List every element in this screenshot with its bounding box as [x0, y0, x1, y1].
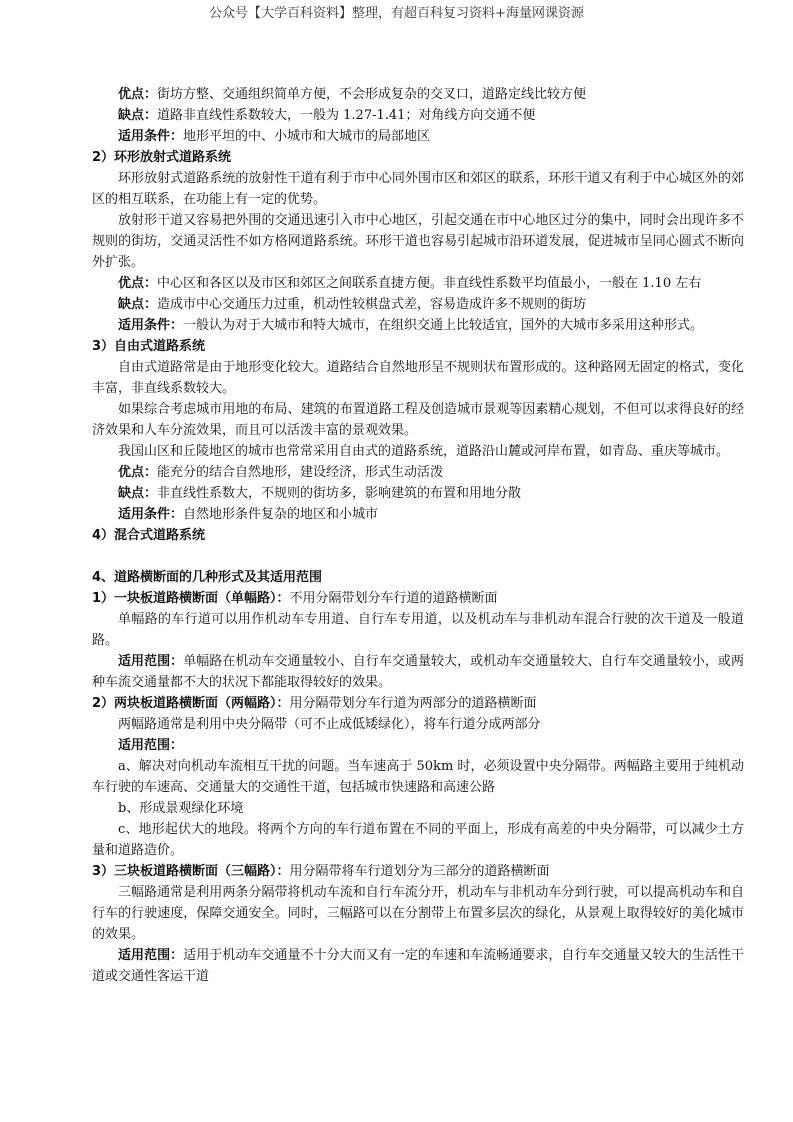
two-board-item-b: b、形成景观绿化环境: [118, 801, 244, 816]
document-body: [92, 84, 744, 987]
one-board-definition: 不用分隔带划分车行道的道路横断面: [289, 591, 498, 606]
page-header: 公众号【大学百科资料】整理，有超百科复习资料+海量网课资源: [209, 6, 584, 21]
three-board-title-line: [92, 861, 744, 882]
pros-text: 能充分的结合自然地形，建设经济，形式生动活泼: [157, 465, 444, 480]
section4-heading: 4、道路横断面的几种形式及其适用范围: [92, 570, 323, 585]
scope-text: 适用于机动车交通量不十分大而又有一定的车速和车流畅通要求，自行车交通量又较大的生活性干道或交通性客运干道: [92, 948, 744, 984]
two-board-item-a: a、解决对向机动车流相互干扰的问题。当车速高于 50km 时，必须设置中央分隔带。两幅路主要用于纯机动车行驶的车速高、交通量大的交通性干道，包括城市快速路和高速公路: [92, 759, 744, 795]
one-board-title: 1）一块板道路横断面（单幅路）：: [92, 591, 290, 606]
three-board-scope: [92, 945, 744, 987]
conditions-text: 一般认为对于大城市和特大城市，在组织交通上比较适宜，国外的大城市多采用这种形式。: [183, 318, 704, 333]
conditions-text: 自然地形条件复杂的地区和小城市: [183, 507, 379, 522]
conditions-label: 适用条件：: [118, 318, 184, 333]
two-board-item-c: c、地形起伏大的地段。将两个方向的车行道布置在不同的平面上，形成有高差的中央分隔带，可以减少土方量和道路造价。: [92, 822, 744, 858]
free-conditions: [92, 504, 744, 525]
cons-label: 缺点：: [118, 297, 158, 312]
cons-label: 缺点：: [118, 108, 158, 123]
one-board-paragraph: 单幅路的车行道可以用作机动车专用道、自行车专用道，以及机动车与非机动车混合行驶的次干道及一般道路。: [92, 612, 744, 648]
section-spacer: [92, 546, 744, 567]
two-board-paragraph: 两幅路通常是利用中央分隔带（可不止成低矮绿化），将车行道分成两部分: [118, 717, 541, 732]
two-board-definition: 用分隔带划分车行道为两部分的道路横断面: [289, 696, 537, 711]
two-board-title: 2）两块板道路横断面（两幅路）：: [92, 696, 290, 711]
pros-label: 优点：: [118, 465, 158, 480]
radial-paragraph-1: 环形放射式道路系统的放射性干道有利于市中心同外围市区和郊区的联系，环形干道又有利于中心城区外的郊区的相互联系，在功能上有一定的优势。: [92, 171, 744, 207]
conditions-text: 地形平坦的中、小城市和大城市的局部地区: [183, 129, 431, 144]
cons-text: 非直线性系数大，不规则的街坊多，影响建筑的布置和用地分散: [157, 486, 522, 501]
cons-text: 道路非直线性系数较大，一般为 1.27-1.41；对角线方向交通不便: [157, 108, 536, 123]
radial-conditions: [92, 315, 744, 336]
conditions-label: 适用条件：: [118, 129, 184, 144]
scope-label: 适用范围：: [118, 654, 184, 669]
free-paragraph-3: 我国山区和丘陵地区的城市也常常采用自由式的道路系统，道路沿山麓或河岸布置，如青岛、重庆等城市。: [118, 444, 730, 459]
pros-text: 街坊方整、交通组织简单方便，不会形成复杂的交叉口，道路定线比较方便: [157, 87, 587, 102]
scope-text: 单幅路在机动车交通量较小、自行车交通量较大，或机动车交通量较大、自行车交通量较小，或两种车流交通量都不大的状况下都能取得较好的效果。: [92, 654, 744, 690]
two-board-scope-label: 适用范围：: [118, 738, 184, 753]
conditions-label: 适用条件：: [118, 507, 184, 522]
pros-label: 优点：: [118, 87, 158, 102]
free-pros: [92, 462, 744, 483]
grid-pros: [92, 84, 744, 105]
radial-cons: [92, 294, 744, 315]
free-heading: 3）自由式道路系统: [92, 339, 206, 354]
two-board-title-line: [92, 693, 744, 714]
free-paragraph-1: 自由式道路常是由于地形变化较大。道路结合自然地形呈不规则状布置形成的。这种路网无固定的格式，变化丰富，非直线系数较大。: [92, 360, 744, 396]
grid-cons: [92, 105, 744, 126]
radial-pros: [92, 273, 744, 294]
grid-conditions: [92, 126, 744, 147]
pros-label: 优点：: [118, 276, 158, 291]
one-board-title-line: [92, 588, 744, 609]
pros-text: 中心区和各区以及市区和郊区之间联系直捷方便。非直线性系数平均值最小，一般在 1.10 左右: [157, 276, 702, 291]
cons-text: 造成市中心交通压力过重，机动性较棋盘式差，容易造成许多不规则的街坊: [157, 297, 587, 312]
free-paragraph-2: 如果综合考虑城市用地的布局、建筑的布置道路工程及创造城市景观等因素精心规划，不但可以求得良好的经济效果和人车分流效果，而且可以活泼丰富的景观效果。: [92, 402, 744, 438]
radial-heading: 2）环形放射式道路系统: [92, 150, 232, 165]
three-board-paragraph: 三幅路通常是利用两条分隔带将机动车流和自行车流分开，机动车与非机动车分到行驶，可以提高机动车和自行车的行驶速度，保障交通安全。同时，三幅路可以在分割带上布置多层次的绿化，从景观上取得较好的美化城市的效果。: [92, 885, 744, 942]
scope-label: 适用范围：: [118, 948, 184, 963]
radial-paragraph-2: 放射形干道又容易把外围的交通迅速引入市中心地区，引起交通在市中心地区过分的集中，同时会出现许多不规则的街坊，交通灵活性不如方格网道路系统。环形干道也容易引起城市沿环道发展，促进城市呈同心圆式不断向外扩张。: [92, 213, 744, 270]
cons-label: 缺点：: [118, 486, 158, 501]
free-cons: [92, 483, 744, 504]
three-board-title: 3）三块板道路横断面（三幅路）：: [92, 864, 290, 879]
mixed-heading: 4）混合式道路系统: [92, 528, 206, 543]
three-board-definition: 用分隔带将车行道划分为三部分的道路横断面: [289, 864, 550, 879]
one-board-scope: [92, 651, 744, 693]
